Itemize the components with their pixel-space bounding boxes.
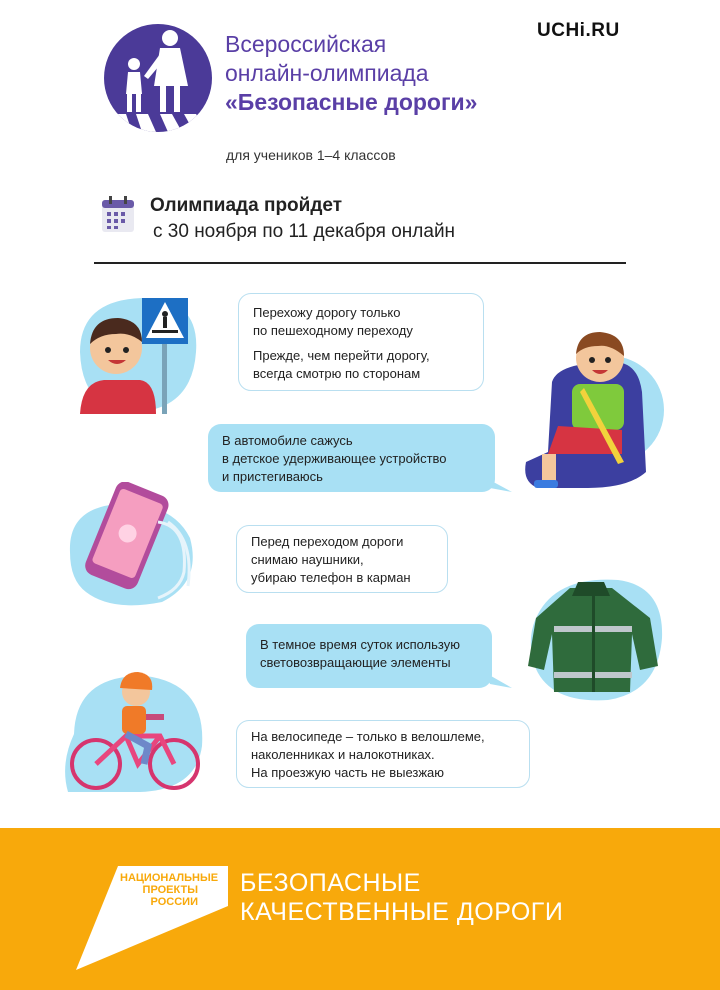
- rule-text: Прежде, чем перейти дорогу,: [253, 348, 430, 363]
- rule-text: Перехожу дорогу только: [253, 305, 401, 320]
- bubble-tail: [484, 672, 512, 690]
- rule-text: Перед переходом дороги: [251, 534, 404, 549]
- rule-bubble-crosswalk: [238, 293, 484, 391]
- footer-line-1: БЕЗОПАСНЫЕ: [240, 869, 421, 897]
- divider: [94, 262, 626, 264]
- rule-text: наколенниках и налокотниках.: [251, 747, 435, 762]
- rule-text: световозвращающие элементы: [260, 655, 451, 670]
- brand-logo[interactable]: UCHi.RU: [537, 20, 620, 41]
- olympiad-title: [225, 30, 545, 117]
- schedule-dates: с 30 ноября по 11 декабря онлайн: [153, 221, 456, 242]
- car-seat-illustration: [518, 322, 668, 494]
- rule-text: и пристегиваюсь: [222, 469, 323, 484]
- grades-subtitle: для учеников 1–4 классов: [226, 147, 396, 163]
- rule-bubble-bicycle: [236, 720, 530, 788]
- bicycle-illustration: [56, 664, 212, 796]
- rule-text: всегда смотрю по сторонам: [253, 366, 421, 381]
- title-line-1: Всероссийская: [225, 31, 387, 57]
- rule-text: В автомобиле сажусь: [222, 433, 353, 448]
- footer-project-title: [240, 869, 563, 927]
- rule-text: На велосипеде – только в велошлеме,: [251, 729, 485, 744]
- rule-text: В темное время суток использую: [260, 637, 460, 652]
- national-projects-text: [120, 872, 219, 908]
- rule-text: в детское удерживающее устройство: [222, 451, 447, 466]
- logo-line: НАЦИОНАЛЬНЫЕ: [120, 872, 219, 884]
- schedule-title: Олимпиада пройдет: [150, 195, 343, 216]
- bubble-tail: [486, 478, 512, 494]
- title-line-2: онлайн-олимпиада: [225, 60, 429, 86]
- rule-text: снимаю наушники,: [251, 552, 364, 567]
- logo-line: ПРОЕКТЫ: [142, 884, 198, 896]
- boy-crosswalk-illustration: [70, 292, 210, 414]
- rule-bubble-reflective: [246, 624, 492, 688]
- calendar-icon: [101, 195, 135, 233]
- phone-headphones-illustration: [62, 482, 212, 610]
- reflective-jacket-illustration: [518, 574, 668, 704]
- rule-bubble-car-seat: [208, 424, 495, 492]
- rule-text: по пешеходному переходу: [253, 323, 413, 338]
- rule-text: убираю телефон в карман: [251, 570, 411, 585]
- rule-bubble-headphones: [236, 525, 448, 593]
- logo-line: РОССИИ: [150, 896, 198, 908]
- footer-line-2: КАЧЕСТВЕННЫЕ ДОРОГИ: [240, 898, 564, 926]
- olympiad-logo: [104, 24, 212, 132]
- title-line-3: «Безопасные дороги»: [225, 89, 478, 115]
- rule-text: На проезжую часть не выезжаю: [251, 765, 445, 780]
